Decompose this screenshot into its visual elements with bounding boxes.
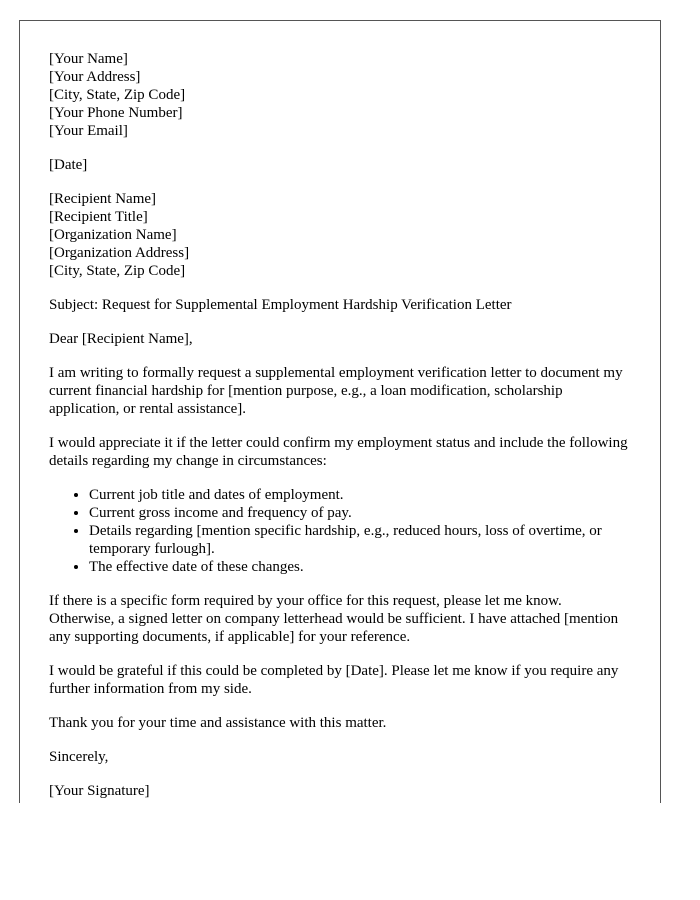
- body-paragraph: I would appreciate it if the letter could confirm my employment status and include the following details regarding my change in circumstances:: [49, 435, 628, 469]
- list-item: • Current gross income and frequency of pay.: [89, 504, 630, 522]
- body-paragraph: If there is a specific form required by your office for this request, please let me know. Otherwise, a signed letter on company letterhead would be sufficient. I have attached [mention any supporting documents, if applicable] for your reference.: [49, 593, 619, 645]
- recipient-address: [Organization Address]: [49, 245, 190, 261]
- sender-city-state-zip: [City, State, Zip Code]: [49, 87, 186, 103]
- list-item: • Details regarding [mention specific hardship, e.g., reduced hours, loss of overtime, or temporary furlough].: [89, 522, 630, 558]
- recipient-block: [49, 190, 630, 280]
- subject-line: Subject: Request for Supplemental Employment Hardship Verification Letter: [49, 297, 512, 313]
- details-list: [49, 486, 630, 576]
- salutation: Dear [Recipient Name],: [49, 331, 193, 347]
- recipient-title: [Recipient Title]: [49, 209, 148, 225]
- letter-date: [Date]: [49, 157, 88, 173]
- list-item: • The effective date of these changes.: [89, 558, 630, 576]
- sender-email: [Your Email]: [49, 123, 128, 139]
- body-paragraph: I would be grateful if this could be completed by [Date]. Please let me know if you require any further information from my side.: [49, 663, 619, 697]
- sender-phone: [Your Phone Number]: [49, 105, 183, 121]
- list-item: • Current job title and dates of employment.: [89, 486, 630, 504]
- signature: [Your Signature]: [49, 783, 150, 799]
- sender-block: [49, 50, 630, 140]
- recipient-city-state-zip: [City, State, Zip Code]: [49, 263, 186, 279]
- sender-address: [Your Address]: [49, 69, 141, 85]
- recipient-name: [Recipient Name]: [49, 191, 157, 207]
- letter-page: [19, 20, 661, 803]
- signoff: Sincerely,: [49, 749, 109, 765]
- sender-name: [Your Name]: [49, 51, 128, 67]
- recipient-organization: [Organization Name]: [49, 227, 177, 243]
- body-paragraph: I am writing to formally request a supplemental employment verification letter to document my current financial hardship for [mention purpose, e.g., a loan modification, scholarship application, or rental assistance].: [49, 365, 623, 417]
- body-paragraph: Thank you for your time and assistance with this matter.: [49, 715, 387, 731]
